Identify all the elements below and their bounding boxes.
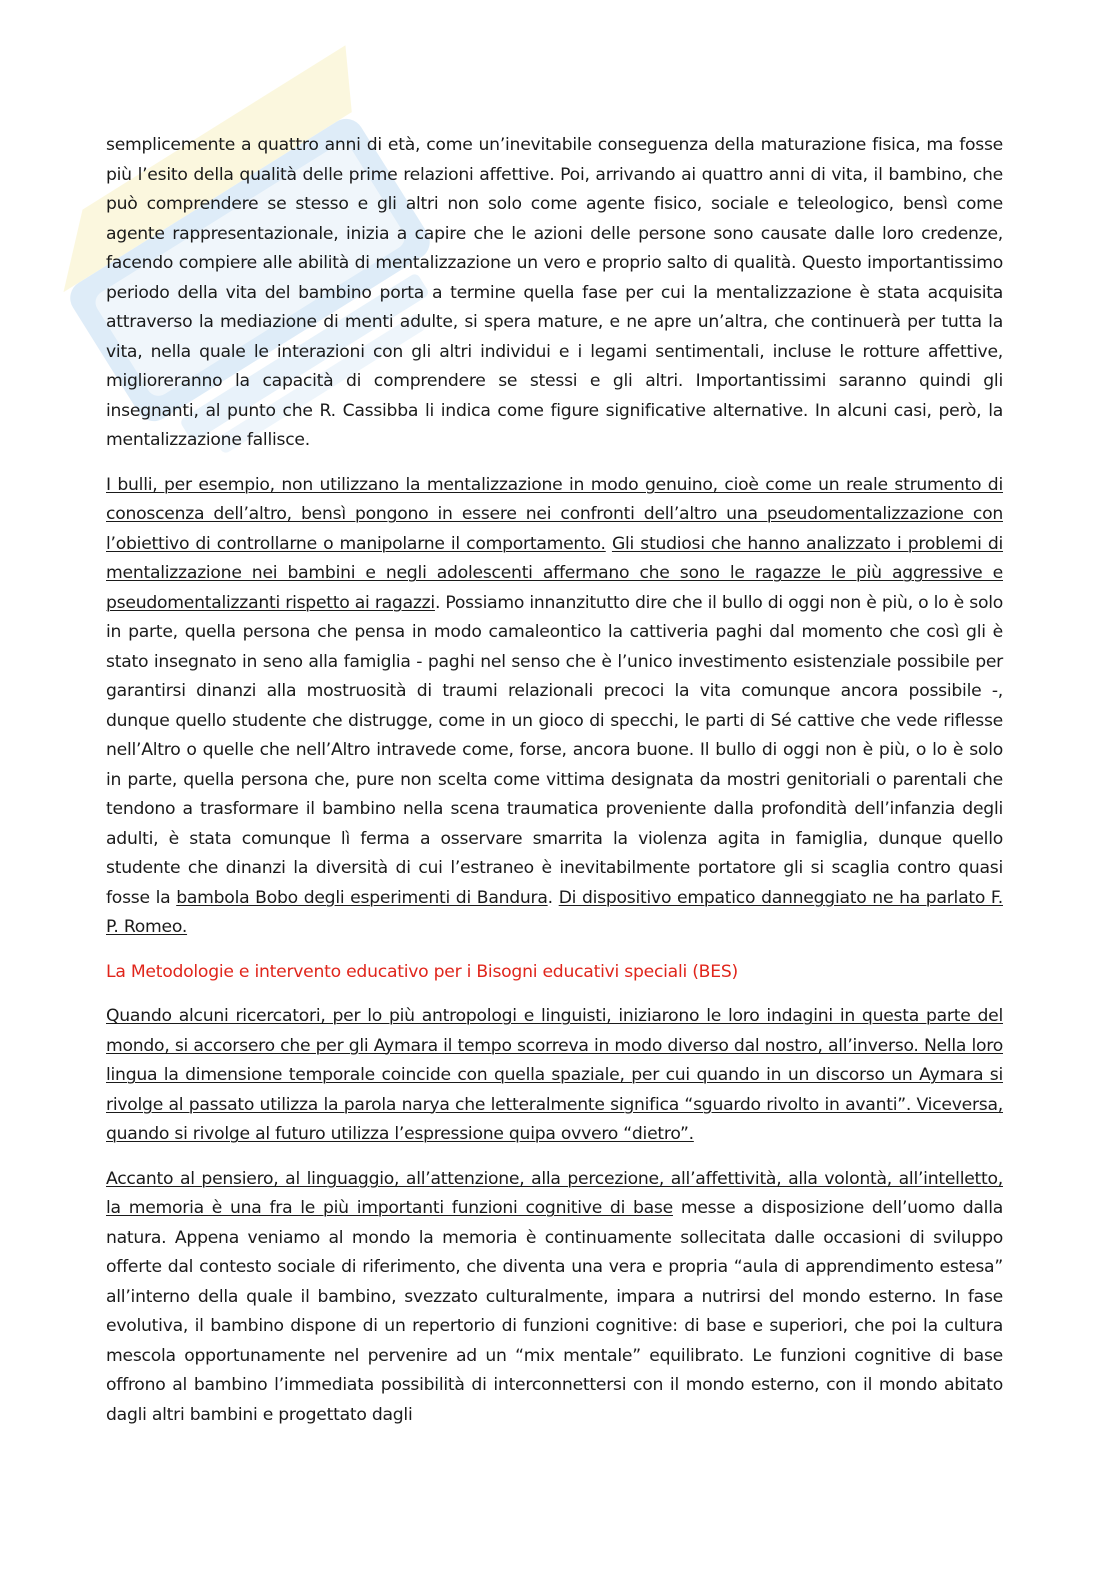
underlined-text: I bulli, per esempio, non utilizzano la mentalizzazione in modo genuino, cioè come un reale strumento di conoscenza dell’altro, bensì pongono in essere nei confronti dell’altro una pseudomentalizzazione con l’obiettivo di controllarne o manipolarne il comportamento. xyxy=(106,474,1003,554)
document-body xyxy=(106,131,1003,1445)
underlined-text: Gli studiosi che hanno analizzato i problemi di mentalizzazione nei bambini e negli adolescenti affermano che sono le ragazze le più aggressive e pseudomentalizzanti rispetto ai ragazzi xyxy=(106,533,1004,613)
paragraph xyxy=(106,131,1003,456)
text-span: . xyxy=(547,887,559,908)
paragraph xyxy=(106,471,1003,943)
underlined-text: Quando alcuni ricercatori, per lo più antropologi e linguisti, iniziarono le loro indagini in questa parte del mondo, si accorsero che per gli Aymara il tempo scorreva in modo diverso dal nostro, all’inverso. Nella loro lingua la dimensione temporale coincide con quella spaziale, per cui quando in un discorso un Aymara si rivolge al passato utilizza la parola narya che letteralmente significa “sguardo rivolto in avanti”. Viceversa, quando si rivolge al futuro utilizza l’espressione quipa ovvero “dietro”. xyxy=(106,1006,1003,1144)
underlined-text: bambola Bobo degli esperimenti di Bandura xyxy=(176,887,548,908)
section-heading: La Metodologie e intervento educativo per i Bisogni educativi speciali (BES) xyxy=(106,961,738,982)
text-span: . Possiamo innanzitutto dire che il bullo di oggi non è più, o lo è solo in parte, quella persona che pensa in modo camaleontico la cattiveria paghi dal momento che così gli è stato insegnato in seno alla famiglia - paghi nel senso che è l’unico investimento esistenziale possibile per garantirsi dinanzi alla mostruosità di traumi relazionali precoci la vita comunque ancora possibile -, dunque quello studente che distrugge, come in un gioco di specchi, le parti di Sé cattive che vede riflesse nell’Altro o quelle che nell’Altro intravede come, forse, ancora buone. Il bullo di oggi non è più, o lo è solo in parte, quella persona che, pure non scelta come vittima designata da mostri genitoriali o parentali che tendono a trasformare il bambino nella scena traumatica proveniente dalla profondità dell’infanzia degli adulti, è stata comunque lì ferma a osservare smarrita la violenza agita in famiglia, dunque quello studente che dinanzi la diversità di cui l’estraneo è inevitabilmente portatore gli si scaglia contro quasi fosse la xyxy=(106,592,1003,908)
text-span: messe a disposizione dell’uomo dalla natura. Appena veniamo al mondo la memoria è continuamente sollecitata dalle occasioni di sviluppo offerte dal contesto sociale di riferimento, che diventa una vera e propria “aula di apprendimento estesa” all’interno della quale il bambino, svezzato culturalmente, impara a nutrirsi del mondo esterno. In fase evolutiva, il bambino dispone di un repertorio di funzioni cognitive: di base e superiori, che poi la cultura mescola opportunamente nel pervenire ad un “mix mentale” equilibrato. Le funzioni cognitive di base offrono al bambino l’immediata possibilità di interconnettersi con il mondo esterno, con il mondo abitato dagli altri bambini e progettato dagli xyxy=(106,1198,1004,1425)
underlined-text: Di dispositivo empatico danneggiato ne ha parlato F. P. Romeo. xyxy=(106,887,1003,937)
text-span: semplicemente a quattro anni di età, come un’inevitabile conseguenza della maturazione fisica, ma fosse più l’esito della qualità delle prime relazioni affettive. Poi, arrivando ai quattro anni di vita, il bambino, che può comprendere se stesso e gli altri non solo come agente fisico, sociale e teleologico, bensì come agente rappresentazionale, inizia a capire che le azioni delle persone sono causate dalle loro credenze, facendo compiere alle abilità di mentalizzazione un vero e proprio salto di qualità. Questo importantissimo periodo della vita del bambino porta a termine quella fase per cui la mentalizzazione è stata acquisita attraverso la mediazione di menti adulte, si spera mature, e ne apre un’altra, che continuerà per tutta la vita, nella quale le interazioni con gli altri individui e i legami sentimentali, incluse le rotture affettive, miglioreranno la capacità di comprendere se stessi e gli altri. Importantissimi saranno quindi gli insegnanti, al punto che R. Cassibba li indica come figure significative alternative. In alcuni casi, però, la mentalizzazione fallisce. xyxy=(106,135,1003,450)
underlined-text: Accanto al pensiero, al linguaggio, all’attenzione, alla percezione, all’affettività, alla volontà, all’intelletto, la memoria è una fra le più importanti funzioni cognitive di base xyxy=(106,1168,1003,1218)
paragraph xyxy=(106,1002,1003,1150)
paragraph xyxy=(106,1165,1003,1431)
